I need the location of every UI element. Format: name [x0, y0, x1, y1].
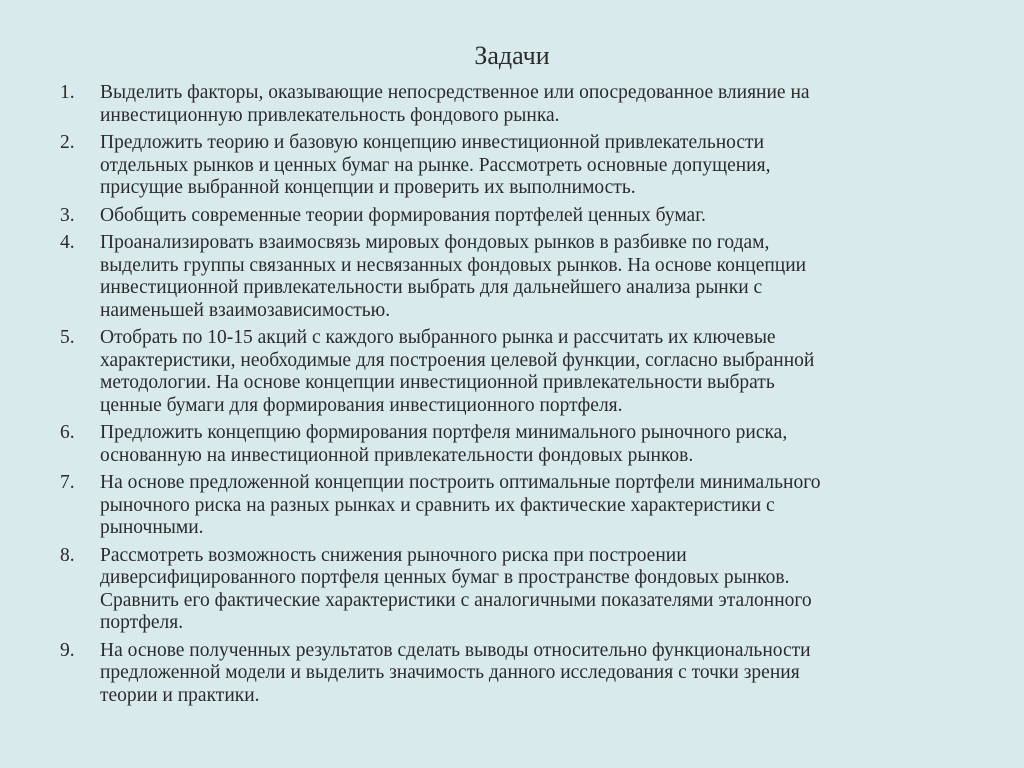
- task-number: 9.: [60, 639, 75, 661]
- task-text: Выделить факторы, оказывающие непосредственное или опосредованное влияние на инвестиционную привлекательность фондового рынка.: [100, 82, 810, 126]
- slide-title: Задачи: [474, 41, 550, 70]
- task-number: 8.: [60, 544, 75, 566]
- task-text: На основе полученных результатов сделать выводы относительно функциональности предложенной модели и выделить значимость данного исследования с точки зрения теории и практики.: [100, 639, 811, 706]
- task-item: [60, 422, 960, 467]
- task-text: Проанализировать взаимосвязь мировых фондовых рынков в разбивке по годам, выделить группы связанных и несвязанных фондовых рынков. На основе концепции инвестиционной привлекательности выбрать для дальнейшего анализа рынки с наименьшей взаимозависимостью.: [100, 232, 807, 321]
- task-item: [60, 327, 960, 417]
- task-number: 5.: [60, 327, 75, 348]
- task-text: Предложить концепцию формирования портфеля минимального рыночного риска, основанную на инвестиционной привлекательности фондовых рынков.: [100, 422, 788, 466]
- task-number: 4.: [60, 232, 75, 253]
- task-number: 1.: [60, 82, 75, 103]
- task-item: [60, 132, 960, 200]
- task-item: [60, 82, 960, 127]
- task-text: Рассмотреть возможность снижения рыночного риска при построении диверсифицированного портфеля ценных бумаг в пространстве фондовых рынков. Сравнить его фактические характеристики с аналогичными показателями эталонного портфеля.: [100, 544, 812, 633]
- task-number: 6.: [60, 422, 75, 443]
- task-text: Отобрать по 10-15 акций с каждого выбранного рынка и рассчитать их ключевые характеристики, необходимые для построения целевой функции, согласно выбранной методологии. На основе концепции инвестиционной привлекательности выбрать ценные бумаги для формирования инвестиционного портфеля.: [100, 327, 815, 416]
- task-number: 2.: [60, 132, 75, 153]
- task-list: [60, 82, 960, 712]
- task-item: [60, 640, 960, 708]
- task-item: [60, 472, 960, 540]
- task-text: Обобщить современные теории формирования портфелей ценных бумаг.: [100, 204, 706, 226]
- task-number: 3.: [60, 204, 75, 226]
- task-text: На основе предложенной концепции построить оптимальные портфели минимального рыночного риска на разных рынках и сравнить их фактические характеристики с рыночными.: [100, 472, 821, 538]
- task-item: [60, 232, 960, 322]
- task-item: [60, 205, 960, 228]
- task-number: 7.: [60, 472, 75, 493]
- task-text: Предложить теорию и базовую концепцию инвестиционной привлекательности отдельных рынков и ценных бумаг на рынке. Рассмотреть основные допущения, присущие выбранной концепции и проверить их выполнимость.: [100, 132, 771, 198]
- task-item: [60, 545, 960, 635]
